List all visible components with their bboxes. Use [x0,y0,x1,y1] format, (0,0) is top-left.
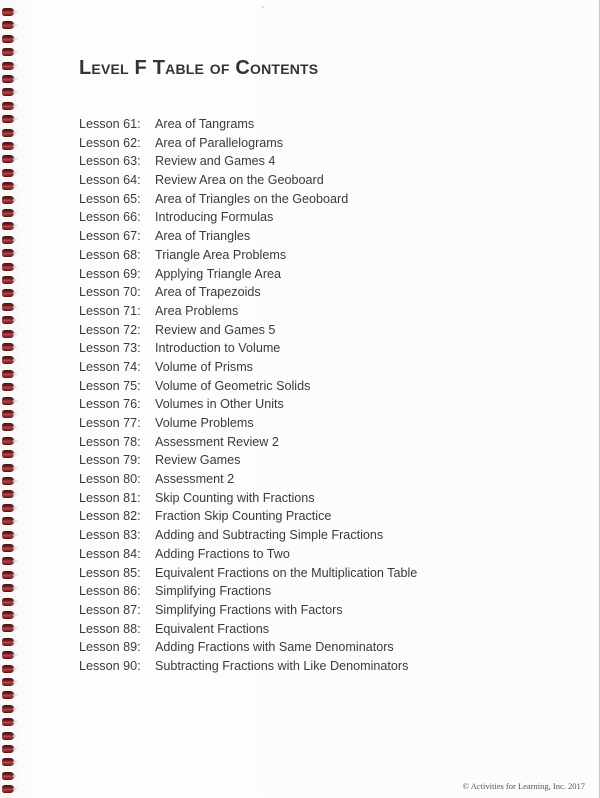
lesson-number: Lesson 83: [79,528,141,543]
toc-row [79,341,549,360]
lesson-title: Fraction Skip Counting Practice [155,509,332,524]
binding-coil [2,115,14,123]
binding-coil [2,732,14,740]
binding-coil [2,611,14,619]
toc-row [79,640,549,659]
lesson-number: Lesson 84: [79,546,141,561]
copyright-notice: © Activities for Learning, Inc. 2017 [462,781,585,791]
lesson-title: Volume of Geometric Solids [155,378,311,393]
lesson-title: Area of Triangles on the Geoboard [155,191,349,206]
binding-coil [2,8,14,16]
binding-coil [2,785,14,793]
lesson-title: Volume Problems [155,416,254,430]
lesson-number: Lesson 62: [79,135,141,150]
toc-row [79,229,549,248]
binding-coil [2,330,14,338]
binding-coil [2,62,14,70]
lesson-title: Area of Parallelograms [155,135,284,150]
binding-coil [2,383,14,391]
toc-row [79,528,549,547]
toc-row [79,210,549,229]
binding-coil [2,758,14,766]
toc-row [79,622,549,641]
binding-coil [2,397,14,405]
lesson-number: Lesson 85: [79,565,141,580]
binding-coil [2,370,14,378]
binding-coil [2,142,14,150]
toc-row [79,453,549,472]
lesson-title: Review Games [155,453,241,468]
lesson-title: Applying Triangle Area [155,266,282,281]
binding-coil [2,584,14,592]
toc-row [79,435,549,454]
lesson-title: Skip Counting with Fractions [155,490,315,505]
binding-coil [2,665,14,673]
binding-coil [2,638,14,646]
lesson-number: Lesson 74: [79,359,141,374]
lesson-number: Lesson 66: [79,210,141,225]
binding-coil [2,705,14,713]
toc-row [79,136,549,155]
toc-row [79,659,549,678]
binding-coil [2,88,14,96]
lesson-number: Lesson 79: [79,453,141,468]
lesson-title: Triangle Area Problems [155,247,287,262]
toc-row [79,248,549,267]
toc-row [79,323,549,342]
binding-coil [2,343,14,351]
binding-coil [2,236,14,244]
lesson-title: Subtracting Fractions with Like Denominators [155,658,409,673]
lesson-number: Lesson 71: [79,303,141,318]
binding-coil [2,303,14,311]
binding-coil [2,423,14,431]
page-speck [262,6,264,8]
lesson-title: Introducing Formulas [155,210,274,225]
lesson-number: Lesson 63: [79,154,141,169]
binding-coil [2,544,14,552]
binding-coil [2,691,14,699]
binding-coil [2,571,14,579]
lesson-number: Lesson 76: [79,397,141,412]
toc-row [79,416,549,435]
toc-row [79,472,549,491]
lesson-number: Lesson 82: [79,509,141,524]
toc-row [79,379,549,398]
binding-coil [2,504,14,512]
binding-coil [2,75,14,83]
toc-row [79,173,549,192]
binding-coil [2,678,14,686]
lesson-title: Review and Games 5 [155,322,276,337]
lesson-number: Lesson 81: [79,490,141,505]
binding-coil [2,48,14,56]
lesson-number: Lesson 88: [79,621,141,636]
toc-row [79,192,549,211]
binding-coil [2,450,14,458]
toc-row [79,603,549,622]
binding-coil [2,155,14,163]
binding-coil [2,21,14,29]
lesson-title: Area of Triangles [155,229,251,244]
lesson-number: Lesson 80: [79,472,141,487]
binding-coil [2,517,14,525]
lesson-title: Adding and Subtracting Simple Fractions [155,528,384,543]
binding-coil [2,169,14,177]
binding-coil [2,316,14,324]
binding-coil [2,289,14,297]
binding-coil [2,209,14,217]
lesson-title: Area Problems [155,303,239,318]
binding-coil [2,249,14,257]
toc-row [79,304,549,323]
lesson-number: Lesson 67: [79,229,141,244]
binding-coil [2,464,14,472]
lesson-title: Introduction to Volume [155,341,281,356]
lesson-number: Lesson 68: [79,247,141,262]
toc-row [79,509,549,528]
lesson-number: Lesson 69: [79,266,141,281]
lesson-number: Lesson 75: [79,378,141,393]
toc-row [79,397,549,416]
toc-row [79,566,549,585]
binding-coil [2,651,14,659]
binding-coil [2,129,14,137]
table-of-contents [79,117,549,678]
binding-coil [2,102,14,110]
binding-coil [2,772,14,780]
lesson-number: Lesson 64: [79,173,141,188]
binding-coil [2,182,14,190]
binding-coil [2,598,14,606]
lesson-title: Simplifying Fractions [155,584,272,599]
binding-coil [2,35,14,43]
toc-row [79,117,549,136]
lesson-number: Lesson 78: [79,434,141,449]
binding-coil [2,531,14,539]
binding-coil [2,263,14,271]
binding-coil [2,477,14,485]
binding-coil [2,410,14,418]
lesson-number: Lesson 90: [79,658,141,673]
lesson-title: Review and Games 4 [155,154,276,169]
lesson-number: Lesson 61: [79,117,141,131]
binding-coil [2,745,14,753]
page-title: Level F Table of Contents [79,57,319,79]
binding-coil [2,624,14,632]
lesson-title: Simplifying Fractions with Factors [155,602,343,617]
lesson-title: Area of Trapezoids [155,285,261,300]
toc-row [79,584,549,603]
toc-row [79,360,549,379]
toc-row [79,285,549,304]
lesson-number: Lesson 77: [79,416,141,430]
binding-coil [2,490,14,498]
lesson-title: Volumes in Other Units [155,397,284,412]
lesson-number: Lesson 87: [79,602,141,617]
binding-coil [2,356,14,364]
lesson-number: Lesson 86: [79,584,141,599]
toc-row [79,491,549,510]
lesson-number: Lesson 72: [79,322,141,337]
binding-coil [2,557,14,565]
lesson-title: Equivalent Fractions [155,621,270,636]
toc-row [79,154,549,173]
lesson-title: Equivalent Fractions on the Multiplication Table [155,565,418,580]
lesson-number: Lesson 73: [79,341,141,356]
toc-row [79,547,549,566]
lesson-title: Assessment Review 2 [155,434,279,449]
spiral-binding [0,8,22,788]
binding-coil [2,718,14,726]
lesson-number: Lesson 70: [79,285,141,300]
lesson-title: Adding Fractions to Two [155,546,290,561]
binding-coil [2,437,14,445]
lesson-title: Review Area on the Geoboard [155,173,324,188]
lesson-title: Area of Tangrams [155,117,255,131]
binding-coil [2,222,14,230]
lesson-title: Adding Fractions with Same Denominators [155,640,394,655]
lesson-title: Volume of Prisms [155,359,253,374]
binding-coil [2,276,14,284]
lesson-number: Lesson 65: [79,191,141,206]
lesson-title: Assessment 2 [155,472,235,487]
binding-coil [2,196,14,204]
toc-row [79,267,549,286]
lesson-number: Lesson 89: [79,640,141,655]
